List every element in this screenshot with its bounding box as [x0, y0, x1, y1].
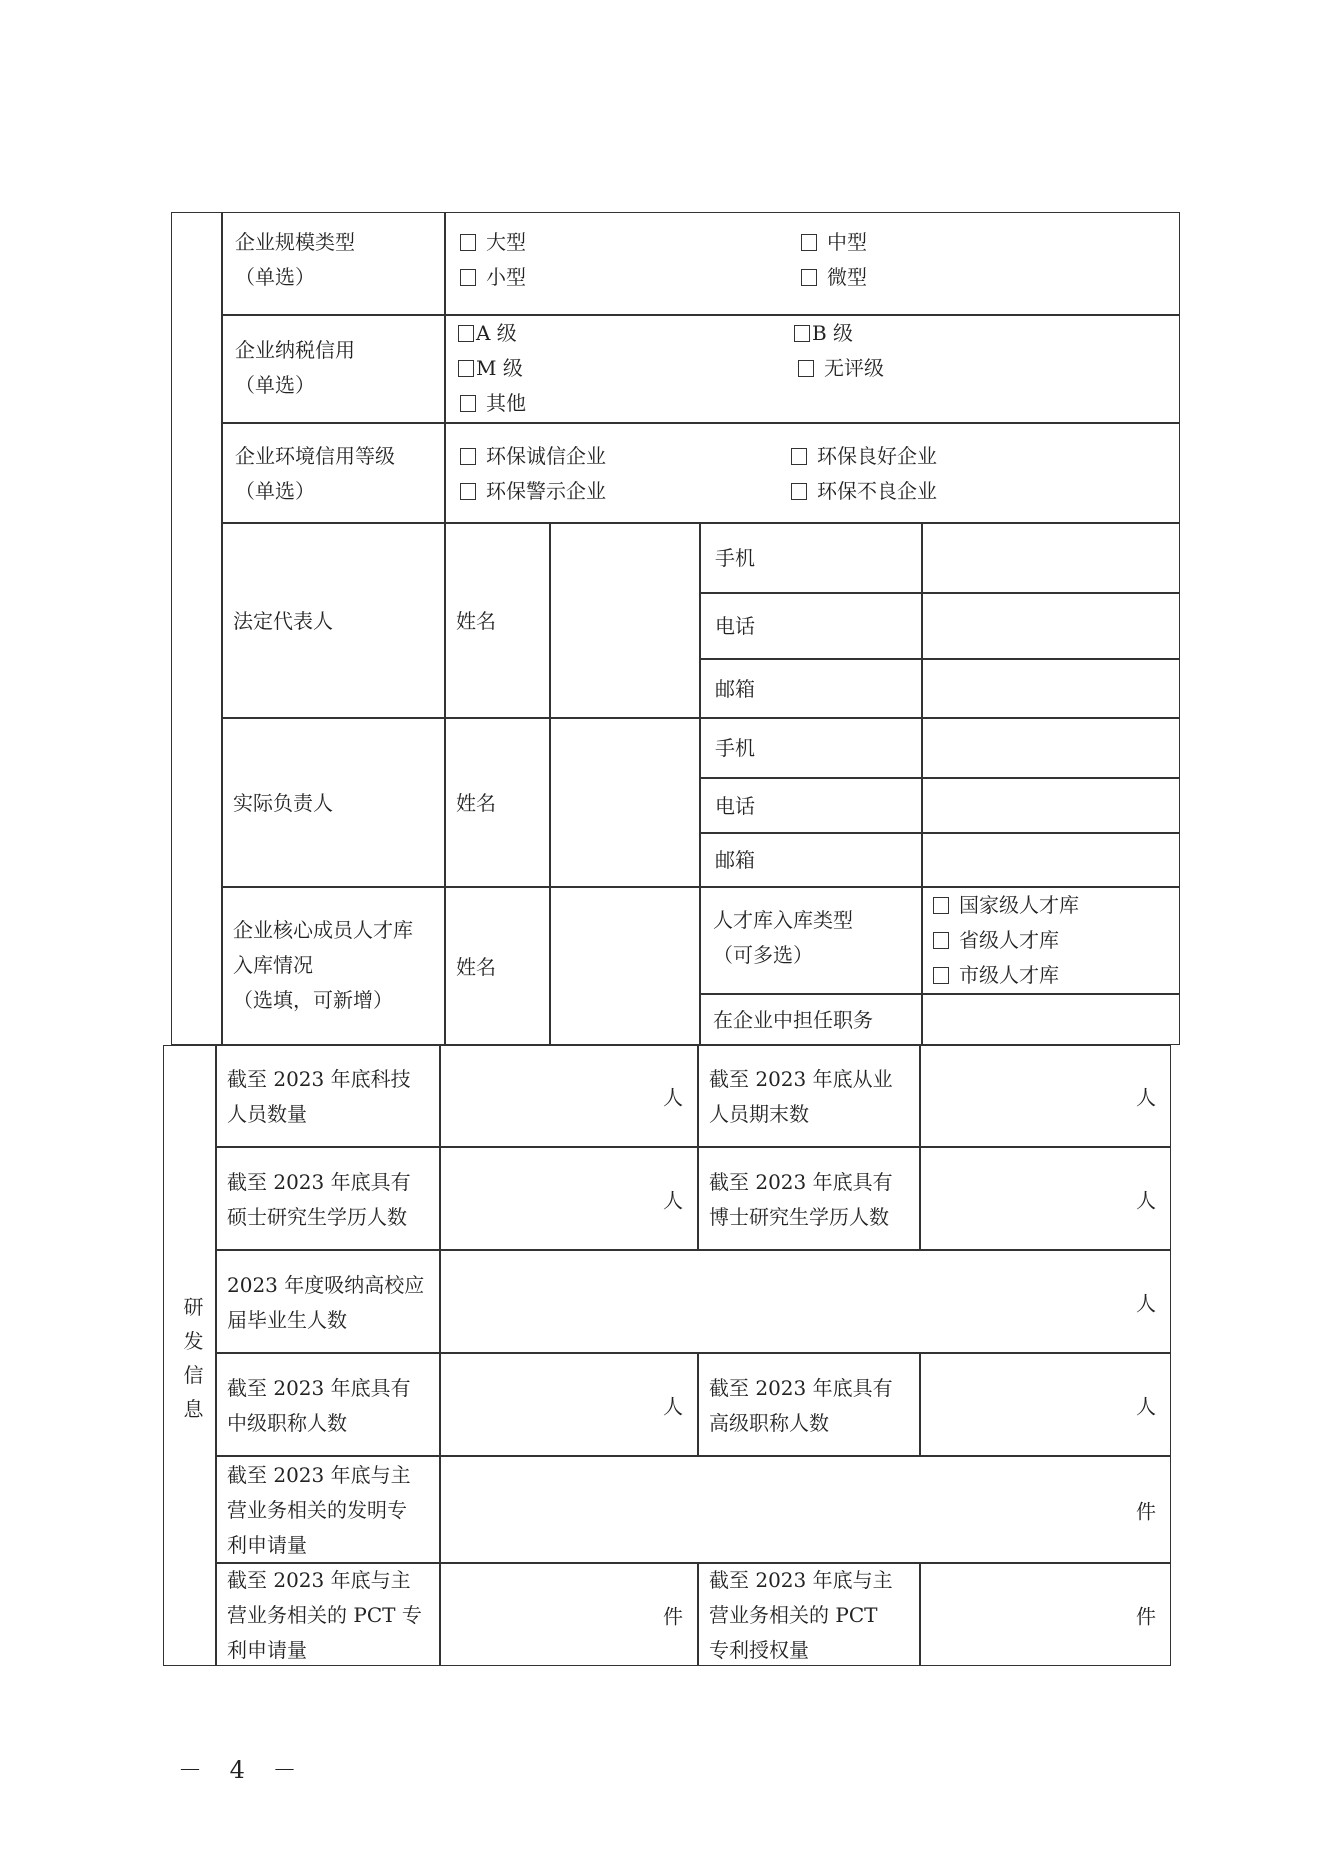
- rd-label-cell: [216, 1250, 440, 1353]
- option-label: 小型: [486, 265, 526, 289]
- option-label: 中型: [827, 230, 867, 254]
- rd-label-line: 营业务相关的 PCT 专: [227, 1603, 422, 1627]
- unit-label: 人: [1136, 1085, 1156, 1110]
- actual-tel-label-cell: [700, 778, 922, 833]
- option-label: 环保警示企业: [486, 479, 606, 503]
- unit-label: 人: [1136, 1291, 1156, 1315]
- option-label: 国家级人才库: [959, 893, 1079, 917]
- checkbox[interactable]: [791, 448, 807, 465]
- unit-label: 件: [1136, 1499, 1156, 1523]
- talent-option-city[interactable]: [933, 958, 1059, 993]
- unit-label: 人: [663, 1085, 683, 1110]
- option-label: 省级人才库: [959, 928, 1059, 952]
- checkbox[interactable]: [458, 325, 474, 342]
- actual-email-label: 邮箱: [715, 848, 755, 872]
- env-option-good[interactable]: [791, 439, 937, 474]
- talent-type-options-cell: [922, 887, 1180, 994]
- rd-value-input[interactable]: [440, 1045, 698, 1147]
- rd-label-cell: [216, 1563, 440, 1666]
- legal-tel-input[interactable]: [922, 593, 1180, 659]
- tax-label: 企业纳税信用: [235, 338, 355, 362]
- rd-label-cell: [698, 1045, 920, 1147]
- talent-position-label-cell: [700, 994, 922, 1045]
- legal-mobile-label: 手机: [715, 546, 755, 570]
- talent-name-label: 姓名: [456, 955, 496, 979]
- talent-name-input[interactable]: [550, 887, 700, 1045]
- tax-note: （单选）: [235, 373, 315, 397]
- rd-label-line: 营业务相关的发明专: [227, 1498, 407, 1522]
- rd-label-line: 截至 2023 年底从业: [709, 1067, 893, 1091]
- talent-position-input[interactable]: [922, 994, 1180, 1045]
- unit-label: 人: [1136, 1394, 1156, 1418]
- talent-option-provincial[interactable]: [933, 923, 1059, 958]
- rd-label-cell: [698, 1353, 920, 1456]
- unit-label: 人: [1136, 1188, 1156, 1212]
- actual-tel-label: 电话: [715, 794, 755, 818]
- actual-mobile-label-cell: [700, 718, 922, 778]
- legal-name-label-cell: [445, 523, 550, 718]
- rd-value-input[interactable]: [920, 1563, 1171, 1666]
- rd-label-cell: [216, 1456, 440, 1563]
- rd-label-line: 博士研究生学历人数: [709, 1204, 889, 1229]
- checkbox[interactable]: [798, 360, 814, 377]
- rd-label-line: 届毕业生人数: [227, 1307, 347, 1332]
- option-label: 大型: [486, 230, 526, 254]
- rd-label-line: 利申请量: [227, 1638, 307, 1662]
- talent-label-line: 入库情况: [233, 953, 313, 977]
- rd-label-line: 截至 2023 年底具有: [709, 1375, 893, 1400]
- env-options-cell: [445, 423, 1180, 523]
- scale-option-medium[interactable]: [801, 225, 867, 260]
- checkbox[interactable]: [933, 967, 949, 984]
- rd-label-cell: [216, 1353, 440, 1456]
- legal-email-label-cell: [700, 659, 922, 718]
- tax-option-none[interactable]: [798, 351, 884, 386]
- checkbox[interactable]: [460, 448, 476, 465]
- legal-tel-label-cell: [700, 593, 922, 659]
- talent-type-note: （可多选）: [713, 943, 813, 967]
- rd-label-line: 利申请量: [227, 1533, 307, 1557]
- unit-label: 件: [663, 1604, 683, 1628]
- checkbox[interactable]: [801, 269, 817, 286]
- section-left-blank: [171, 212, 222, 1045]
- rd-label-line: 截至 2023 年底具有: [709, 1169, 893, 1194]
- option-label: 其他: [486, 391, 526, 415]
- page-number: － 4 －: [178, 1756, 307, 1784]
- option-label: 环保不良企业: [817, 479, 937, 503]
- unit-label: 人: [663, 1394, 683, 1418]
- checkbox[interactable]: [460, 269, 476, 286]
- actual-label-cell: [222, 718, 445, 887]
- tax-option-other[interactable]: [460, 386, 526, 421]
- checkbox[interactable]: [801, 234, 817, 251]
- actual-label: 实际负责人: [233, 791, 333, 815]
- option-label: M 级: [476, 356, 523, 380]
- rd-value-input[interactable]: [920, 1045, 1171, 1147]
- talent-type-label: 人才库入库类型: [713, 908, 853, 932]
- scale-option-small[interactable]: [460, 260, 526, 295]
- option-label: 微型: [827, 265, 867, 289]
- env-option-honest[interactable]: [460, 439, 606, 474]
- rd-label-line: 截至 2023 年底具有: [227, 1169, 411, 1194]
- legal-mobile-input[interactable]: [922, 523, 1180, 593]
- actual-mobile-label: 手机: [715, 736, 755, 760]
- rd-label-line: 截至 2023 年底具有: [227, 1375, 411, 1400]
- option-label: A 级: [476, 321, 517, 345]
- rd-label-line: 高级职称人数: [709, 1410, 829, 1435]
- legal-name-label: 姓名: [456, 609, 496, 633]
- legal-label-cell: [222, 523, 445, 718]
- actual-name-label: 姓名: [456, 791, 496, 815]
- checkbox[interactable]: [460, 395, 476, 412]
- tax-label-cell: [222, 315, 445, 423]
- option-label: 无评级: [824, 356, 884, 380]
- scale-note: （单选）: [235, 265, 315, 289]
- actual-email-label-cell: [700, 833, 922, 887]
- rd-label-line: 专利授权量: [709, 1638, 809, 1662]
- checkbox[interactable]: [933, 932, 949, 949]
- option-label: 环保良好企业: [817, 444, 937, 468]
- rd-label-cell: [216, 1045, 440, 1147]
- checkbox[interactable]: [458, 360, 474, 377]
- option-label: 环保诚信企业: [486, 444, 606, 468]
- rd-label-line: 硕士研究生学历人数: [227, 1204, 407, 1229]
- legal-phone-label-cell: [700, 523, 922, 593]
- legal-name-input[interactable]: [550, 523, 700, 718]
- talent-option-national[interactable]: [933, 888, 1079, 923]
- legal-tel-label: 电话: [715, 614, 755, 638]
- tax-option-m[interactable]: [458, 351, 523, 386]
- env-option-warning[interactable]: [460, 474, 606, 509]
- legal-label: 法定代表人: [233, 609, 333, 633]
- legal-email-input[interactable]: [922, 659, 1180, 718]
- env-note: （单选）: [235, 479, 315, 503]
- rd-label-line: 截至 2023 年底科技: [227, 1067, 411, 1091]
- checkbox[interactable]: [933, 897, 949, 914]
- rd-label-line: 2023 年度吸纳高校应: [227, 1272, 425, 1297]
- actual-tel-input[interactable]: [922, 778, 1180, 833]
- rd-label-line: 中级职称人数: [227, 1410, 347, 1435]
- env-label: 企业环境信用等级: [235, 444, 395, 468]
- env-label-cell: [222, 423, 445, 523]
- rd-label-cell: [698, 1147, 920, 1250]
- scale-option-large[interactable]: [460, 225, 526, 260]
- scale-label: 企业规模类型: [235, 230, 355, 254]
- rd-label-line: 营业务相关的 PCT: [709, 1603, 878, 1627]
- rd-label-line: 人员期末数: [709, 1102, 809, 1126]
- tax-option-b[interactable]: [794, 316, 853, 351]
- rd-value-input[interactable]: [440, 1563, 698, 1666]
- legal-email-label: 邮箱: [715, 677, 755, 701]
- rd-label-cell: [698, 1563, 920, 1666]
- rd-label-cell: [216, 1147, 440, 1250]
- checkbox[interactable]: [460, 234, 476, 251]
- scale-option-micro[interactable]: [801, 260, 867, 295]
- rd-section-label: 研 发 信 息: [183, 1295, 204, 1421]
- scale-label-cell: [222, 212, 445, 315]
- talent-label-cell: [222, 887, 445, 1045]
- checkbox[interactable]: [460, 483, 476, 500]
- rd-value-input[interactable]: [440, 1147, 698, 1250]
- actual-email-input[interactable]: [922, 833, 1180, 887]
- actual-name-input[interactable]: [550, 718, 700, 887]
- talent-position-label: 在企业中担任职务: [713, 1008, 873, 1032]
- actual-mobile-input[interactable]: [922, 718, 1180, 778]
- talent-name-label-cell: [445, 887, 550, 1045]
- checkbox[interactable]: [791, 483, 807, 500]
- env-option-bad[interactable]: [791, 474, 937, 509]
- rd-label-line: 截至 2023 年底与主: [227, 1568, 411, 1592]
- rd-value-input[interactable]: [920, 1353, 1171, 1456]
- talent-label-line: （选填，可新增）: [233, 988, 393, 1012]
- talent-label-line: 企业核心成员人才库: [233, 918, 413, 942]
- unit-label: 人: [663, 1188, 683, 1212]
- talent-type-label-cell: [700, 887, 922, 994]
- rd-label-line: 人员数量: [227, 1102, 307, 1126]
- rd-value-input[interactable]: [440, 1250, 1171, 1353]
- rd-value-input[interactable]: [440, 1353, 698, 1456]
- rd-label-line: 截至 2023 年底与主: [709, 1568, 893, 1592]
- actual-name-label-cell: [445, 718, 550, 887]
- checkbox[interactable]: [794, 325, 810, 342]
- option-label: 市级人才库: [959, 963, 1059, 987]
- rd-value-input[interactable]: [440, 1456, 1171, 1563]
- tax-options-cell: [445, 315, 1180, 423]
- rd-value-input[interactable]: [920, 1147, 1171, 1250]
- rd-label-line: 截至 2023 年底与主: [227, 1463, 411, 1487]
- unit-label: 件: [1136, 1604, 1156, 1628]
- scale-options-cell: [445, 212, 1180, 315]
- tax-option-a[interactable]: [458, 316, 517, 351]
- option-label: B 级: [812, 321, 854, 345]
